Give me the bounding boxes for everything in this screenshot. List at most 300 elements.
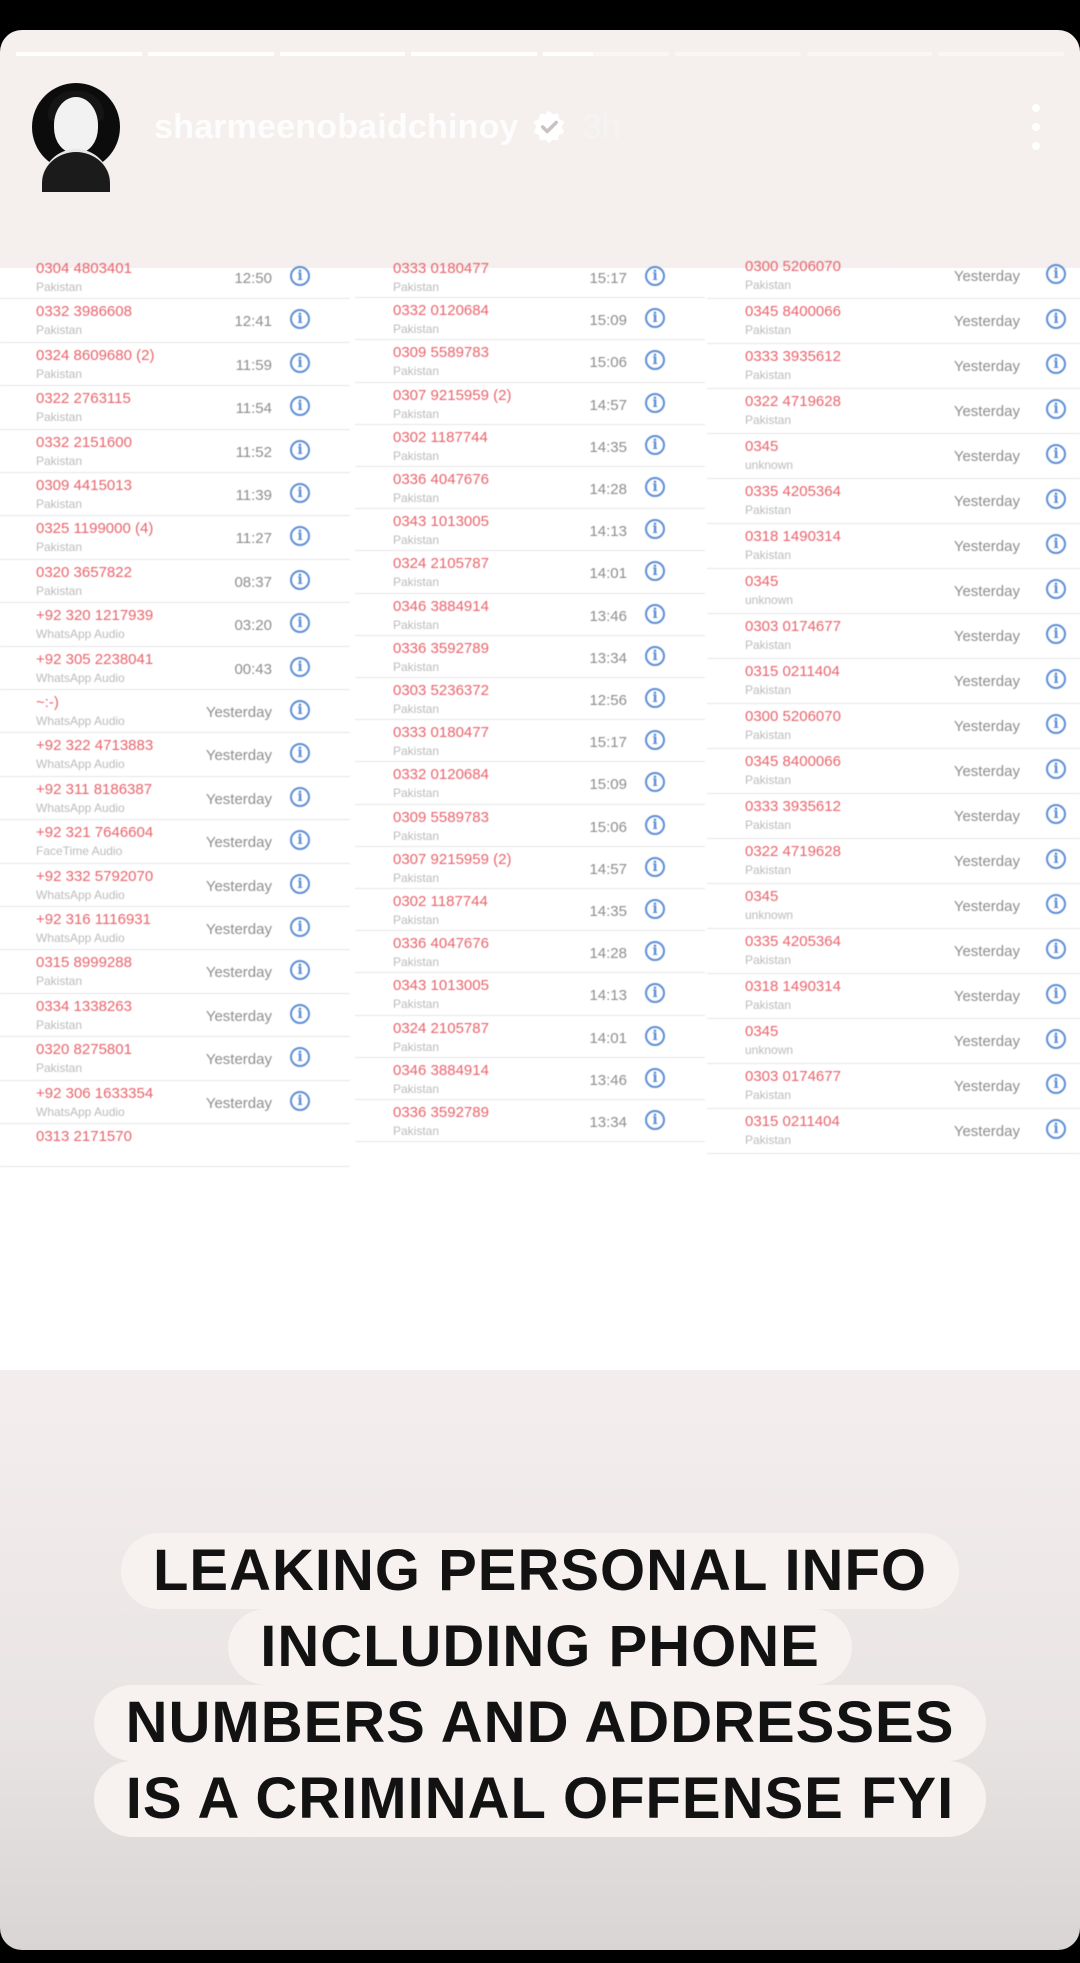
call-label: Pakistan <box>745 323 792 337</box>
call-log-row <box>355 509 705 551</box>
call-log-row <box>707 659 1080 704</box>
info-icon: i <box>290 743 310 763</box>
call-label: Pakistan <box>393 744 440 759</box>
call-label: Pakistan <box>393 617 440 632</box>
call-time: Yesterday <box>953 808 1020 825</box>
call-label: WhatsApp Audio <box>36 757 125 772</box>
call-time: 08:37 <box>234 573 272 591</box>
call-label: Pakistan <box>745 773 792 787</box>
call-log-row <box>707 434 1080 479</box>
call-number: 0300 5206070 <box>745 258 841 275</box>
call-log-row <box>707 479 1080 524</box>
call-label: unknown <box>745 1043 794 1057</box>
call-time: Yesterday <box>953 583 1020 600</box>
call-log-row <box>355 1016 705 1058</box>
call-log-row <box>707 974 1080 1019</box>
call-number: 0333 0180477 <box>393 260 489 277</box>
call-time: 14:13 <box>589 523 627 541</box>
call-log-row <box>355 1100 705 1142</box>
call-number: 0322 2763115 <box>36 390 131 408</box>
call-log-row <box>355 551 705 593</box>
call-time: 15:17 <box>589 270 627 287</box>
call-log-row <box>0 864 350 907</box>
info-icon: i <box>1046 714 1066 734</box>
call-time: 13:34 <box>589 1114 627 1131</box>
call-log-column-1 <box>0 260 350 1370</box>
call-number: 0309 5589783 <box>393 808 489 826</box>
call-log-row <box>0 950 350 993</box>
call-label: Pakistan <box>393 659 440 674</box>
call-time: Yesterday <box>953 493 1020 510</box>
call-label: Pakistan <box>393 406 440 421</box>
call-time: 12:50 <box>234 270 272 287</box>
info-icon: i <box>1046 849 1066 869</box>
call-time: Yesterday <box>953 313 1020 330</box>
info-icon: i <box>290 1004 310 1024</box>
call-log-row <box>355 889 705 931</box>
story-caption <box>0 1533 1080 1837</box>
call-number: 0325 1199000 (4) <box>36 520 154 538</box>
call-log-row <box>707 1109 1080 1154</box>
call-label: Pakistan <box>36 1017 83 1032</box>
call-time: 11:54 <box>235 400 272 418</box>
story-progress-fill <box>411 52 537 56</box>
call-number: +92 305 2238041 <box>36 650 154 668</box>
call-label: Pakistan <box>393 1039 440 1054</box>
call-time: Yesterday <box>953 538 1020 555</box>
call-label: Pakistan <box>36 540 83 555</box>
call-time: Yesterday <box>953 358 1020 375</box>
call-log-row <box>0 473 350 516</box>
call-number: 0303 0174677 <box>745 618 841 635</box>
info-icon: i <box>645 688 665 708</box>
call-label: Pakistan <box>393 322 440 337</box>
call-log-row <box>707 344 1080 389</box>
call-label: unknown <box>745 593 794 607</box>
call-number: 0300 5206070 <box>745 708 841 725</box>
call-log-row <box>0 516 350 559</box>
call-log-row <box>355 340 705 382</box>
call-number: 0315 8999288 <box>36 954 132 972</box>
caption-line: LEAKING PERSONAL INFO <box>121 1533 959 1609</box>
info-icon: i <box>1046 759 1066 779</box>
call-log-row <box>707 929 1080 974</box>
info-icon: i <box>290 570 310 590</box>
info-icon: i <box>645 857 665 877</box>
call-time: Yesterday <box>205 747 272 765</box>
call-label: unknown <box>745 458 794 472</box>
call-number: 0336 3592789 <box>393 639 489 657</box>
story-viewer[interactable] <box>0 30 1080 1950</box>
call-time: Yesterday <box>205 1094 272 1112</box>
call-log-row <box>707 389 1080 434</box>
call-log-row <box>0 1081 350 1124</box>
call-label: Pakistan <box>393 533 440 548</box>
call-time: 11:27 <box>235 530 272 548</box>
call-number: 0324 2105787 <box>393 555 489 573</box>
call-label: WhatsApp Audio <box>36 714 125 728</box>
call-number: 0318 1490314 <box>745 528 841 545</box>
call-time: 14:13 <box>589 987 627 1005</box>
call-time: Yesterday <box>953 718 1020 735</box>
call-log-row <box>355 467 705 509</box>
call-number: 0332 0120684 <box>393 302 489 320</box>
info-icon: i <box>290 700 310 720</box>
info-icon: i <box>645 730 665 750</box>
call-log-row <box>707 614 1080 659</box>
call-label: Pakistan <box>745 368 792 382</box>
call-time: Yesterday <box>205 877 272 895</box>
call-label: Pakistan <box>36 974 83 989</box>
info-icon: i <box>645 899 665 919</box>
call-log-row <box>355 720 705 762</box>
call-label: Pakistan <box>745 1088 792 1102</box>
call-log-column-2 <box>355 260 705 1370</box>
story-progress-segment <box>543 52 669 56</box>
call-log-row <box>355 931 705 973</box>
info-icon: i <box>1046 264 1066 284</box>
info-icon: i <box>290 830 310 850</box>
call-label: WhatsApp Audio <box>36 800 125 815</box>
call-time: 11:39 <box>235 487 272 504</box>
call-time: Yesterday <box>953 988 1020 1005</box>
call-number: 0335 4205364 <box>745 933 841 950</box>
call-log-row <box>0 386 350 429</box>
call-number: 0332 2151600 <box>36 433 132 451</box>
call-log-row <box>0 343 350 386</box>
call-time: 14:57 <box>589 860 627 878</box>
call-label: Pakistan <box>393 913 440 927</box>
caption-line: INCLUDING PHONE <box>228 1609 852 1685</box>
call-time: Yesterday <box>953 403 1020 420</box>
verified-badge-icon <box>531 109 567 145</box>
call-label: Pakistan <box>745 728 792 742</box>
call-time: Yesterday <box>953 1123 1020 1140</box>
info-icon: i <box>645 604 665 624</box>
call-number: +92 332 5792070 <box>36 867 154 885</box>
call-time: 15:06 <box>589 818 627 836</box>
call-log-row <box>0 1037 350 1080</box>
call-time: 11:52 <box>235 443 272 461</box>
call-label: Pakistan <box>745 1133 792 1147</box>
caption-line: NUMBERS AND ADDRESSES <box>94 1685 987 1761</box>
call-number: 0315 0211404 <box>745 663 840 680</box>
call-time: 15:06 <box>589 354 627 372</box>
call-label: WhatsApp Audio <box>36 627 125 642</box>
call-log-row <box>0 777 350 820</box>
info-icon: i <box>290 1047 310 1067</box>
info-icon: i <box>1046 489 1066 509</box>
call-label: Pakistan <box>393 997 440 1012</box>
call-label: Pakistan <box>393 448 440 463</box>
call-log-row <box>707 1064 1080 1109</box>
call-time: Yesterday <box>205 1051 272 1069</box>
more-options-icon[interactable] <box>1024 104 1048 150</box>
call-label: Pakistan <box>745 548 792 562</box>
call-log-screenshot <box>0 258 1080 1370</box>
call-label: Pakistan <box>745 638 792 652</box>
call-number: 0302 1187744 <box>393 428 488 446</box>
avatar-shoulders <box>42 149 110 192</box>
info-icon: i <box>290 1091 310 1111</box>
call-log-row <box>707 704 1080 749</box>
call-label: Pakistan <box>393 364 440 379</box>
call-label: Pakistan <box>36 410 83 425</box>
call-label: Pakistan <box>393 575 440 590</box>
info-icon: i <box>1046 1074 1066 1094</box>
call-time: Yesterday <box>205 921 272 938</box>
call-time: 14:28 <box>589 945 627 963</box>
call-label: Pakistan <box>745 818 792 832</box>
call-log-row <box>355 973 705 1015</box>
call-time: 14:01 <box>589 1029 627 1047</box>
call-number: 0324 2105787 <box>393 1019 489 1037</box>
call-label: Pakistan <box>745 413 792 427</box>
call-number: 0346 3884914 <box>393 597 489 615</box>
username[interactable]: sharmeenobaidchinoy <box>154 107 519 146</box>
call-number: +92 311 8186387 <box>36 780 153 798</box>
call-time: Yesterday <box>205 704 272 721</box>
call-number: 0343 1013005 <box>393 513 489 531</box>
call-number: 0320 8275801 <box>36 1041 132 1059</box>
call-number: 0345 <box>745 573 779 590</box>
call-time: 13:46 <box>589 607 627 625</box>
call-time: Yesterday <box>953 1078 1020 1095</box>
call-label: Pakistan <box>36 323 83 338</box>
call-log-row <box>0 603 350 646</box>
info-icon: i <box>290 613 310 633</box>
story-progress-segment <box>411 52 537 56</box>
call-label: WhatsApp Audio <box>36 931 125 945</box>
call-number: +92 306 1633354 <box>36 1084 154 1102</box>
call-label: Pakistan <box>745 683 792 697</box>
info-icon: i <box>645 308 665 328</box>
info-icon: i <box>1046 669 1066 689</box>
call-label: Pakistan <box>393 702 440 716</box>
call-number: 0313 2171570 <box>36 1128 132 1145</box>
call-log-row <box>355 847 705 889</box>
call-log-row <box>707 569 1080 614</box>
story-progress-bar <box>16 52 1064 56</box>
info-icon: i <box>645 266 665 286</box>
call-log-row <box>0 690 350 733</box>
call-label: Pakistan <box>393 786 440 801</box>
call-number: 0334 1338263 <box>36 997 132 1015</box>
call-time: Yesterday <box>953 673 1020 690</box>
call-time: Yesterday <box>205 790 272 808</box>
avatar[interactable] <box>32 83 120 171</box>
story-progress-segment <box>280 52 406 56</box>
call-log-row <box>0 430 350 473</box>
call-log-row <box>355 762 705 804</box>
story-progress-fill <box>543 52 593 56</box>
call-log-row <box>355 425 705 467</box>
story-progress-segment <box>938 52 1064 56</box>
info-icon: i <box>290 917 310 937</box>
call-label: Pakistan <box>745 863 792 877</box>
call-number: 0320 3657822 <box>36 563 132 581</box>
call-label: Pakistan <box>393 955 440 970</box>
info-icon: i <box>645 1110 665 1130</box>
call-log-row <box>355 256 705 298</box>
call-label: Pakistan <box>393 828 440 843</box>
call-number: 0307 9215959 (2) <box>393 386 512 404</box>
call-label: Pakistan <box>393 870 440 885</box>
info-icon: i <box>645 772 665 792</box>
call-label: Pakistan <box>36 453 83 468</box>
call-number: 0345 <box>745 1023 779 1040</box>
info-icon: i <box>290 483 310 503</box>
call-time: 14:01 <box>589 565 627 583</box>
info-icon: i <box>645 519 665 539</box>
call-number: 0333 0180477 <box>393 724 489 742</box>
call-time: 15:17 <box>589 734 627 752</box>
call-time: 12:56 <box>589 692 627 709</box>
call-time: 14:28 <box>589 481 627 498</box>
call-time: 14:35 <box>589 438 627 456</box>
call-number: 0336 3592789 <box>393 1104 489 1121</box>
info-icon: i <box>1046 1029 1066 1049</box>
call-label: Pakistan <box>745 998 792 1012</box>
call-time: Yesterday <box>953 268 1020 285</box>
info-icon: i <box>290 787 310 807</box>
call-number: 0302 1187744 <box>393 893 488 910</box>
info-icon: i <box>290 526 310 546</box>
call-number: 0324 8609680 (2) <box>36 346 155 364</box>
call-log-row <box>707 749 1080 794</box>
call-number: ~:-) <box>36 694 59 711</box>
info-icon: i <box>645 941 665 961</box>
call-label: Pakistan <box>36 280 83 294</box>
call-time: 13:34 <box>589 649 627 667</box>
call-label: WhatsApp Audio <box>36 887 125 902</box>
call-number: +92 320 1217939 <box>36 607 154 625</box>
call-time: Yesterday <box>205 834 272 852</box>
info-icon: i <box>645 435 665 455</box>
call-log-row <box>707 794 1080 839</box>
call-time: 15:09 <box>589 312 627 330</box>
story-time: 3h <box>582 107 621 146</box>
story-progress-fill <box>280 52 406 56</box>
call-number: 0343 1013005 <box>393 977 489 995</box>
call-label: FaceTime Audio <box>36 844 123 859</box>
call-number: +92 321 7646604 <box>36 824 154 842</box>
call-log-row <box>707 524 1080 569</box>
call-log-row <box>707 839 1080 884</box>
info-icon: i <box>1046 399 1066 419</box>
call-label: Pakistan <box>36 583 83 598</box>
call-log-row <box>707 1019 1080 1064</box>
call-log-row <box>0 560 350 603</box>
call-log-row <box>355 1058 705 1100</box>
info-icon: i <box>290 309 310 329</box>
call-time: Yesterday <box>953 943 1020 960</box>
info-icon: i <box>290 440 310 460</box>
call-log-row <box>355 298 705 340</box>
call-number: 0335 4205364 <box>745 483 841 500</box>
call-time: 11:59 <box>235 356 272 374</box>
call-number: 0336 4047676 <box>393 471 489 488</box>
info-icon: i <box>290 874 310 894</box>
call-number: 0303 5236372 <box>393 682 489 699</box>
call-log-row <box>355 678 705 720</box>
call-number: 0345 8400066 <box>745 303 841 320</box>
call-log-row <box>0 1124 350 1167</box>
info-icon: i <box>1046 309 1066 329</box>
info-icon: i <box>290 657 310 677</box>
call-number: 0315 0211404 <box>745 1113 840 1130</box>
call-label: WhatsApp Audio <box>36 1104 125 1119</box>
call-label: unknown <box>745 908 794 922</box>
call-time: 13:46 <box>589 1071 627 1089</box>
info-icon: i <box>645 350 665 370</box>
info-icon: i <box>1046 804 1066 824</box>
call-number: 0309 4415013 <box>36 477 132 494</box>
call-time: 00:43 <box>234 660 272 678</box>
call-log-row <box>0 994 350 1037</box>
call-time: Yesterday <box>953 628 1020 645</box>
call-number: 0346 3884914 <box>393 1061 489 1079</box>
info-icon: i <box>290 266 310 286</box>
call-number: 0309 5589783 <box>393 344 489 362</box>
story-progress-segment <box>16 52 142 56</box>
call-label: Pakistan <box>745 953 792 967</box>
call-log-row <box>0 820 350 863</box>
call-label: Pakistan <box>393 491 440 505</box>
call-label: WhatsApp Audio <box>36 670 125 685</box>
info-icon: i <box>645 393 665 413</box>
call-number: 0345 8400066 <box>745 753 841 770</box>
call-log-row <box>0 256 350 299</box>
call-number: 0333 3935612 <box>745 348 841 365</box>
call-label: Pakistan <box>36 1061 83 1076</box>
more-dot <box>1032 123 1040 131</box>
call-time: 12:41 <box>234 313 272 331</box>
info-icon: i <box>645 1026 665 1046</box>
info-icon: i <box>290 353 310 373</box>
call-log-row <box>707 299 1080 344</box>
avatar-face <box>54 97 98 153</box>
call-log-row <box>0 907 350 950</box>
story-progress-fill <box>148 52 274 56</box>
call-number: +92 322 4713883 <box>36 737 154 755</box>
call-number: 0345 <box>745 888 779 905</box>
call-number: 0345 <box>745 438 779 455</box>
story-header <box>32 82 1048 172</box>
call-number: 0304 4803401 <box>36 260 132 277</box>
call-label: Pakistan <box>36 497 83 511</box>
call-time: Yesterday <box>953 898 1020 915</box>
call-time: Yesterday <box>953 853 1020 870</box>
call-label: Pakistan <box>393 1081 440 1096</box>
call-log-row <box>707 254 1080 299</box>
info-icon: i <box>1046 579 1066 599</box>
call-time: 15:09 <box>589 776 627 794</box>
call-number: 0333 3935612 <box>745 798 841 815</box>
call-number: +92 316 1116931 <box>36 911 151 928</box>
call-label: Pakistan <box>745 278 792 292</box>
call-time: 03:20 <box>234 617 272 635</box>
caption-line: IS A CRIMINAL OFFENSE FYI <box>94 1761 986 1837</box>
call-time: Yesterday <box>205 1007 272 1025</box>
call-time: 14:35 <box>589 903 627 920</box>
call-number: 0332 3986608 <box>36 303 132 321</box>
call-label: Pakistan <box>745 503 792 517</box>
call-time: Yesterday <box>953 1033 1020 1050</box>
info-icon: i <box>1046 534 1066 554</box>
call-log-row <box>707 884 1080 929</box>
story-progress-fill <box>16 52 142 56</box>
